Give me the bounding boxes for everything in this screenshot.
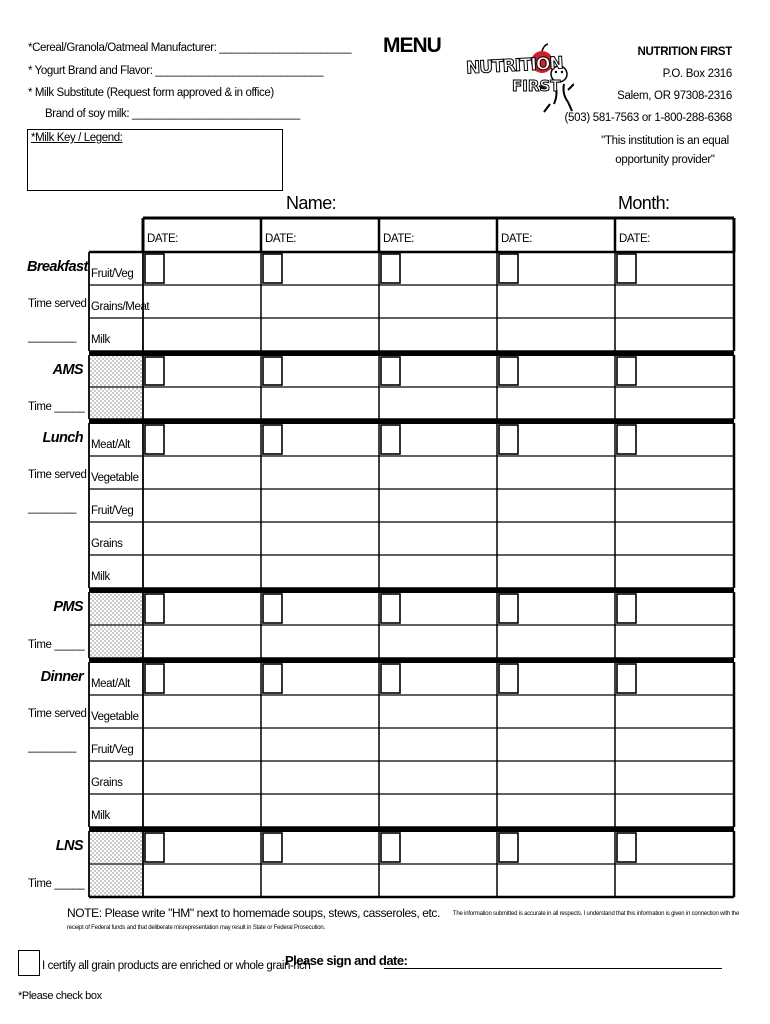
row-label-fruit-veg: Fruit/Veg <box>91 505 134 517</box>
date-header-3: DATE: <box>383 233 415 245</box>
check-box-lunch-5 <box>617 425 636 454</box>
org-phone: (503) 581-7563 or 1-800-288-6368 <box>564 112 732 124</box>
date-header-4: DATE: <box>501 233 533 245</box>
check-box-ams-3 <box>381 357 400 385</box>
check-box-lns-5 <box>617 833 636 862</box>
row-label-fruit-veg: Fruit/Veg <box>91 268 134 280</box>
check-box-pms-3 <box>381 594 400 623</box>
check-box-ams-4 <box>499 357 518 385</box>
time-label: Time _____ <box>28 401 85 413</box>
shaded-label-cell <box>90 356 142 386</box>
check-box-lns-2 <box>263 833 282 862</box>
homemade-note <box>67 906 739 920</box>
check-box-lunch-3 <box>381 425 400 454</box>
check-box-pms-2 <box>263 594 282 623</box>
org-po-box: P.O. Box 2316 <box>662 68 732 80</box>
grain-certify-label: I certify all grain products are enriched or whole grain-rich <box>42 960 311 972</box>
nutrition-first-logo <box>464 40 574 116</box>
row-label-milk: Milk <box>91 571 110 583</box>
time-served-blank: ________ <box>28 331 76 343</box>
milk-substitute-line: * Milk Substitute (Request form approved & in office) <box>28 87 274 99</box>
meal-name-ams: AMS <box>52 362 83 378</box>
shaded-label-cell <box>90 832 142 863</box>
month-label: Month: <box>618 193 670 213</box>
row-label-vegetable: Vegetable <box>91 711 139 723</box>
check-box-pms-5 <box>617 594 636 623</box>
note-text: NOTE: Please write "HM" next to homemade soups, stews, casseroles, etc. <box>67 906 440 920</box>
meal-name-pms: PMS <box>53 599 83 615</box>
meal-name-lns: LNS <box>55 838 83 854</box>
row-label-fruit-veg: Fruit/Veg <box>91 744 134 756</box>
equal-opportunity-statement <box>590 132 740 170</box>
check-box-breakfast-2 <box>263 254 282 283</box>
org-address-block <box>565 41 733 129</box>
row-label-meat-alt: Meat/Alt <box>91 678 130 690</box>
shaded-label-cell <box>90 388 142 418</box>
sign-date-label: Please sign and date: <box>285 953 408 968</box>
logo-text-nutrition: NUTRITION <box>465 53 564 79</box>
check-box-pms-4 <box>499 594 518 623</box>
fine-print-2: receipt of Federal funds and that deliberate misrepresentation may result in State or Federal Prosecution. <box>67 925 325 931</box>
row-label-vegetable: Vegetable <box>91 472 139 484</box>
date-header-1: DATE: <box>147 233 179 245</box>
yogurt-brand-line: * Yogurt Brand and Flavor: ____________________________ <box>28 65 324 77</box>
check-box-lns-4 <box>499 833 518 862</box>
section-separator <box>89 588 734 593</box>
check-box-ams-2 <box>263 357 282 385</box>
row-label-meat-alt: Meat/Alt <box>91 439 130 451</box>
equal-line-2: opportunity provider" <box>615 154 715 166</box>
check-box-breakfast-3 <box>381 254 400 283</box>
section-separator <box>89 658 734 663</box>
meal-name-breakfast: Breakfast <box>27 259 88 275</box>
shaded-label-cell <box>90 865 142 896</box>
time-served-label: Time served <box>28 298 87 310</box>
name-label: Name: <box>286 193 337 213</box>
milk-key-legend-box[interactable] <box>27 129 283 191</box>
meal-name-dinner: Dinner <box>40 669 83 685</box>
shaded-label-cell <box>90 593 142 624</box>
meal-name-lunch: Lunch <box>42 430 83 446</box>
time-label: Time _____ <box>28 878 85 890</box>
section-separator <box>89 827 734 832</box>
time-served-blank: ________ <box>28 502 76 514</box>
check-box-breakfast-4 <box>499 254 518 283</box>
equal-line-1: "This institution is an equal <box>601 135 729 147</box>
check-box-lns-1 <box>145 833 164 862</box>
row-label-milk: Milk <box>91 334 110 346</box>
row-label-grains-meat: Grains/Meat <box>91 301 150 313</box>
org-city: Salem, OR 97308-2316 <box>617 90 732 102</box>
sign-date-line[interactable] <box>384 968 722 969</box>
check-box-ams-5 <box>617 357 636 385</box>
check-box-dinner-3 <box>381 664 400 693</box>
logo-text-first: FIRST <box>512 77 561 95</box>
check-box-breakfast-5 <box>617 254 636 283</box>
org-name: NUTRITION FIRST <box>637 46 732 58</box>
time-served-label: Time served <box>28 708 87 720</box>
date-header-5: DATE: <box>619 233 651 245</box>
check-box-breakfast-1 <box>145 254 164 283</box>
check-box-pms-1 <box>145 594 164 623</box>
row-label-grains: Grains <box>91 538 123 550</box>
time-label: Time _____ <box>28 639 85 651</box>
check-box-lunch-4 <box>499 425 518 454</box>
check-box-lns-3 <box>381 833 400 862</box>
time-served-label: Time served <box>28 469 87 481</box>
date-header-2: DATE: <box>265 233 297 245</box>
row-label-milk: Milk <box>91 810 110 822</box>
fine-print-1: The information submitted is accurate in all respects. I understand that this information is given in connection with the <box>452 910 740 917</box>
grain-certify-checkbox[interactable] <box>18 950 40 976</box>
check-box-dinner-1 <box>145 664 164 693</box>
section-separator <box>89 351 734 356</box>
cereal-manufacturer-line: *Cereal/Granola/Oatmeal Manufacturer: ______________________ <box>28 42 352 54</box>
check-box-lunch-2 <box>263 425 282 454</box>
check-box-dinner-4 <box>499 664 518 693</box>
menu-title: MENU <box>383 34 441 57</box>
soy-milk-brand-line: Brand of soy milk: ____________________________ <box>45 108 300 120</box>
shaded-label-cell <box>90 626 142 657</box>
time-served-blank: ________ <box>28 741 76 753</box>
milk-key-label: *Milk Key / Legend: <box>31 132 123 144</box>
section-separator <box>89 419 734 424</box>
check-box-ams-1 <box>145 357 164 385</box>
check-box-note: *Please check box <box>18 990 102 1002</box>
check-box-dinner-5 <box>617 664 636 693</box>
row-label-grains: Grains <box>91 777 123 789</box>
check-box-lunch-1 <box>145 425 164 454</box>
check-box-dinner-2 <box>263 664 282 693</box>
